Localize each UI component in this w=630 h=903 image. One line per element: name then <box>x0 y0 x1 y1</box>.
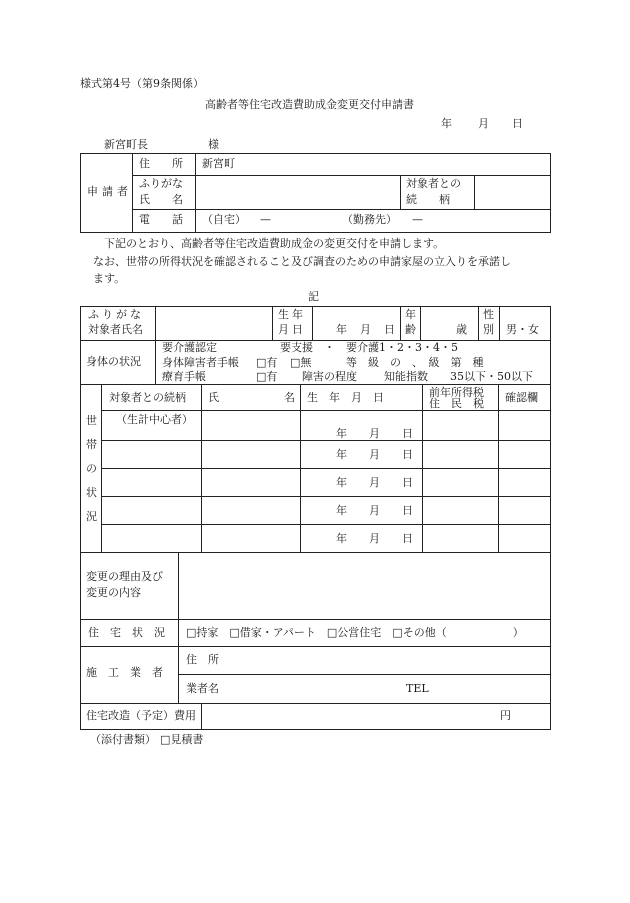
rehab-yes-checkbox[interactable]: □有 <box>256 370 278 383</box>
sex-value[interactable]: 男・女 <box>506 323 539 336</box>
household-row-4-date: 年 月 日 <box>336 504 413 517</box>
iq-value[interactable]: 35以下・50以下 <box>450 370 533 383</box>
physical-label: 身体の状況 <box>86 355 141 368</box>
head-of-household-label: （生計中心者） <box>116 413 193 426</box>
target-furigana-label: ふりがな <box>88 308 144 321</box>
household-label-char-2: 帯 <box>86 438 97 451</box>
date-month: 月 <box>478 117 489 130</box>
date-day: 日 <box>512 117 523 130</box>
care-label: 要介護認定 <box>162 341 217 354</box>
household-label-char-3: の <box>86 462 97 475</box>
phone-dash-work: — <box>412 213 423 226</box>
contractor-label: 施 工 業 者 <box>86 666 163 679</box>
date-year: 年 <box>441 117 452 130</box>
reason-label-1: 変更の理由及び <box>86 570 163 583</box>
contractor-name-label: 業者名 <box>186 682 219 695</box>
birth-month: 月 <box>360 323 371 336</box>
rehab-degree-label: 障害の程度 <box>302 370 357 383</box>
housing-options[interactable]: □持家 □借家・アパート □公営住宅 □その他（ ） <box>186 626 524 639</box>
page-title: 高齢者等住宅改造費助成金変更交付申請書 <box>205 98 414 111</box>
household-row-3-date: 年 月 日 <box>336 476 413 489</box>
household-label-char-1: 世 <box>86 414 97 427</box>
contractor-tel-label: TEL <box>406 682 429 695</box>
addressee-sama: 様 <box>208 138 219 151</box>
age-label-1: 年 <box>405 308 416 321</box>
cost-label: 住宅改造（予定）費用 <box>86 709 196 722</box>
attachments-label: （添付書類） <box>90 733 156 746</box>
birth-label-2: 月日 <box>278 323 306 336</box>
addressee-name: 新宮町長 <box>104 138 148 151</box>
address-label: 住 所 <box>139 157 183 170</box>
relation-label-1: 対象者との <box>406 177 461 190</box>
iq-label: 知能指数 <box>384 370 428 383</box>
address-value[interactable]: 新宮町 <box>202 157 235 170</box>
intro-line-1: 下記のとおり、高齢者等住宅改造費助成金の変更交付を申請します。 <box>104 237 445 250</box>
contractor-address-label: 住 所 <box>186 653 219 666</box>
phone-dash-home: — <box>260 213 271 226</box>
col-check: 確認欄 <box>505 391 538 404</box>
birth-day: 日 <box>384 323 395 336</box>
rehab-label: 療育手帳 <box>162 370 206 383</box>
sex-label-2: 別 <box>483 323 494 336</box>
household-label-char-4: 状 <box>86 486 97 499</box>
col-birth: 生 年 月 日 <box>307 391 384 404</box>
ki-label: 記 <box>308 290 319 303</box>
col-name-1: 氏 <box>208 391 219 404</box>
relation-label-2: 続 柄 <box>406 193 450 206</box>
target-name-label: 対象者氏名 <box>88 323 143 336</box>
age-unit: 歳 <box>456 323 467 336</box>
col-tax-1: 前年所得税 <box>429 386 484 399</box>
col-tax-2: 住 民 税 <box>429 397 484 410</box>
phone-work: （勤務先） <box>342 213 397 226</box>
attachment-estimate-checkbox[interactable]: □見積書 <box>160 733 204 746</box>
furigana-label: ふりがな <box>139 177 183 190</box>
reason-label-2: 変更の内容 <box>86 586 141 599</box>
name-label: 氏 名 <box>139 193 183 206</box>
col-name-2: 名 <box>284 391 295 404</box>
age-label-2: 齢 <box>405 323 416 336</box>
disability-yes-checkbox[interactable]: □有 <box>256 356 278 369</box>
household-row-5-date: 年 月 日 <box>336 532 413 545</box>
applicant-label: 申請者 <box>87 185 132 198</box>
col-relation: 対象者との続柄 <box>109 391 186 404</box>
cost-unit: 円 <box>500 709 511 722</box>
phone-home: （自宅） <box>202 213 246 226</box>
birth-label-1: 生年 <box>278 308 306 321</box>
intro-line-3: ます。 <box>93 272 126 285</box>
sex-label-1: 性 <box>483 308 494 321</box>
disability-no-checkbox[interactable]: □無 <box>290 356 312 369</box>
household-label-char-5: 況 <box>86 510 97 523</box>
birth-year: 年 <box>336 323 347 336</box>
housing-label: 住 宅 状 況 <box>88 626 165 639</box>
disability-label: 身体障害者手帳 <box>162 356 239 369</box>
disability-grade: 等 級 の 、 級 第 種 <box>346 356 484 369</box>
household-row-2-date: 年 月 日 <box>336 448 413 461</box>
form-number: 様式第4号（第9条関係） <box>80 77 204 90</box>
phone-label: 電 話 <box>139 213 183 226</box>
intro-line-2: なお、世帯の所得状況を確認されること及び調査のための申請家屋の立入りを承諾し <box>93 255 511 268</box>
care-value[interactable]: 要支援 ・ 要介護1・2・3・4・5 <box>280 341 458 354</box>
household-row-1-date: 年 月 日 <box>336 427 413 440</box>
